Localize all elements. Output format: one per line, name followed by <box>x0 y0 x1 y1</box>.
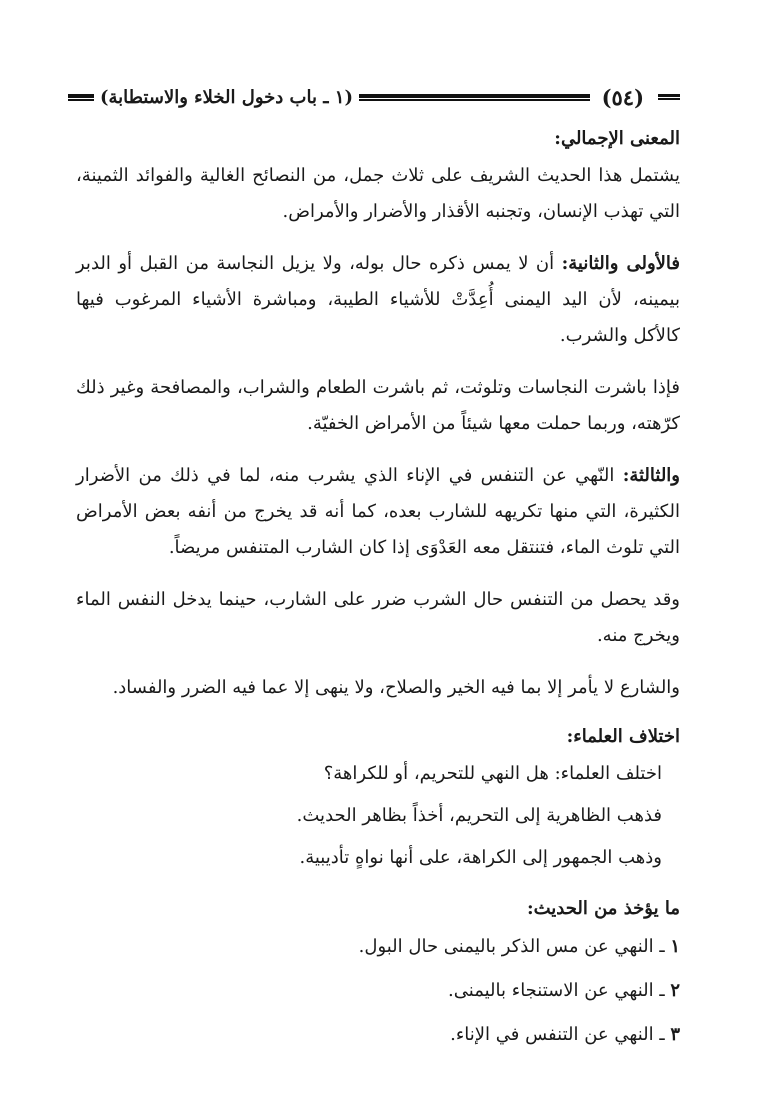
spacer <box>76 570 680 582</box>
list-text: ـ النهي عن مس الذكر باليمنى حال البول. <box>358 936 671 957</box>
list-number: ٣ <box>670 1024 680 1045</box>
paragraph-text: أن لا يمس ذكره حال بوله، ولا يزيل النجاسة من القبل أو الدبر بيمينه، لأن اليد اليمنى أُعِدَّتْ للأشياء الطيبة، ومباشرة الأشياء المرغوب فيها كالأكل والشرب. <box>76 253 680 346</box>
list-item <box>76 1016 680 1054</box>
list-text: ـ النهي عن الاستنجاء باليمنى. <box>448 980 671 1001</box>
page-number: (٥٤) <box>601 84 644 110</box>
paragraph-text: النّهي عن التنفس في الإناء الذي يشرب منه، لما في ذلك من الأضرار الكثيرة، التي منها تكريهه للشارب بعده، كما أنه قد يخرج من أنفه بعض الأمراض التي تلوث الماء، فتنتقل معه العَدْوَى إذا كان الشارب المتنفس مريضاً. <box>76 465 680 558</box>
spacer <box>76 358 680 370</box>
paragraph-harm: وقد يحصل من التنفس حال الشرب ضرر على الشارب، حينما يدخل النفس الماء ويخرج منه. <box>76 589 680 646</box>
header-rule-left <box>68 94 94 101</box>
paragraph-lead: فالأولى والثانية: <box>561 253 680 274</box>
spacer <box>76 710 680 722</box>
section-heading-summary: المعنى الإجمالي: <box>554 128 680 149</box>
list-number: ٢ <box>670 980 680 1001</box>
section-heading-scholars: اختلاف العلماء: <box>566 726 680 747</box>
list-number: ١ <box>670 936 680 957</box>
paragraph-intro: يشتمل هذا الحديث الشريف على ثلاث جمل، من النصائح الغالية والفوائد الثمينة، التي تهذب الإنسان، وتجنبه الأقذار والأضرار والأمراض. <box>76 165 680 222</box>
paragraph-lead: والثالثة: <box>622 465 680 486</box>
paragraph-third <box>76 458 680 566</box>
header-rule-right <box>658 94 680 100</box>
spacer <box>76 446 680 458</box>
list-item <box>76 972 680 1010</box>
scholars-line-3: وذهب الجمهور إلى الكراهة، على أنها نواهٍ تأديبية. <box>299 847 662 868</box>
list-item <box>76 928 680 966</box>
spacer <box>76 658 680 670</box>
page-body <box>76 124 680 1060</box>
chapter-title: (١ ـ باب دخول الخلاء والاستطابة) <box>100 86 353 108</box>
paragraph-first-second <box>76 246 680 354</box>
scholars-line-2: فذهب الظاهرية إلى التحريم، أخذاً بظاهر الحديث. <box>296 805 662 826</box>
spacer <box>76 882 680 894</box>
list-text: ـ النهي عن التنفس في الإناء. <box>450 1024 671 1045</box>
scholars-line-1: اختلف العلماء: هل النهي للتحريم، أو للكراهة؟ <box>323 763 662 784</box>
paragraph-impurities: فإذا باشرت النجاسات وتلوثت، ثم باشرت الطعام والشراب، والمصافحة وغير ذلك كرّهته، وربما حملت معها شيئاً من الأمراض الخفيّة. <box>76 377 680 434</box>
header-rule-middle <box>359 94 590 101</box>
section-heading-lessons: ما يؤخذ من الحديث: <box>526 898 680 919</box>
running-header <box>68 80 680 114</box>
paragraph-legislator: والشارع لا يأمر إلا بما فيه الخير والصلاح، ولا ينهى إلا عما فيه الضرر والفساد. <box>112 677 680 698</box>
spacer <box>76 234 680 246</box>
